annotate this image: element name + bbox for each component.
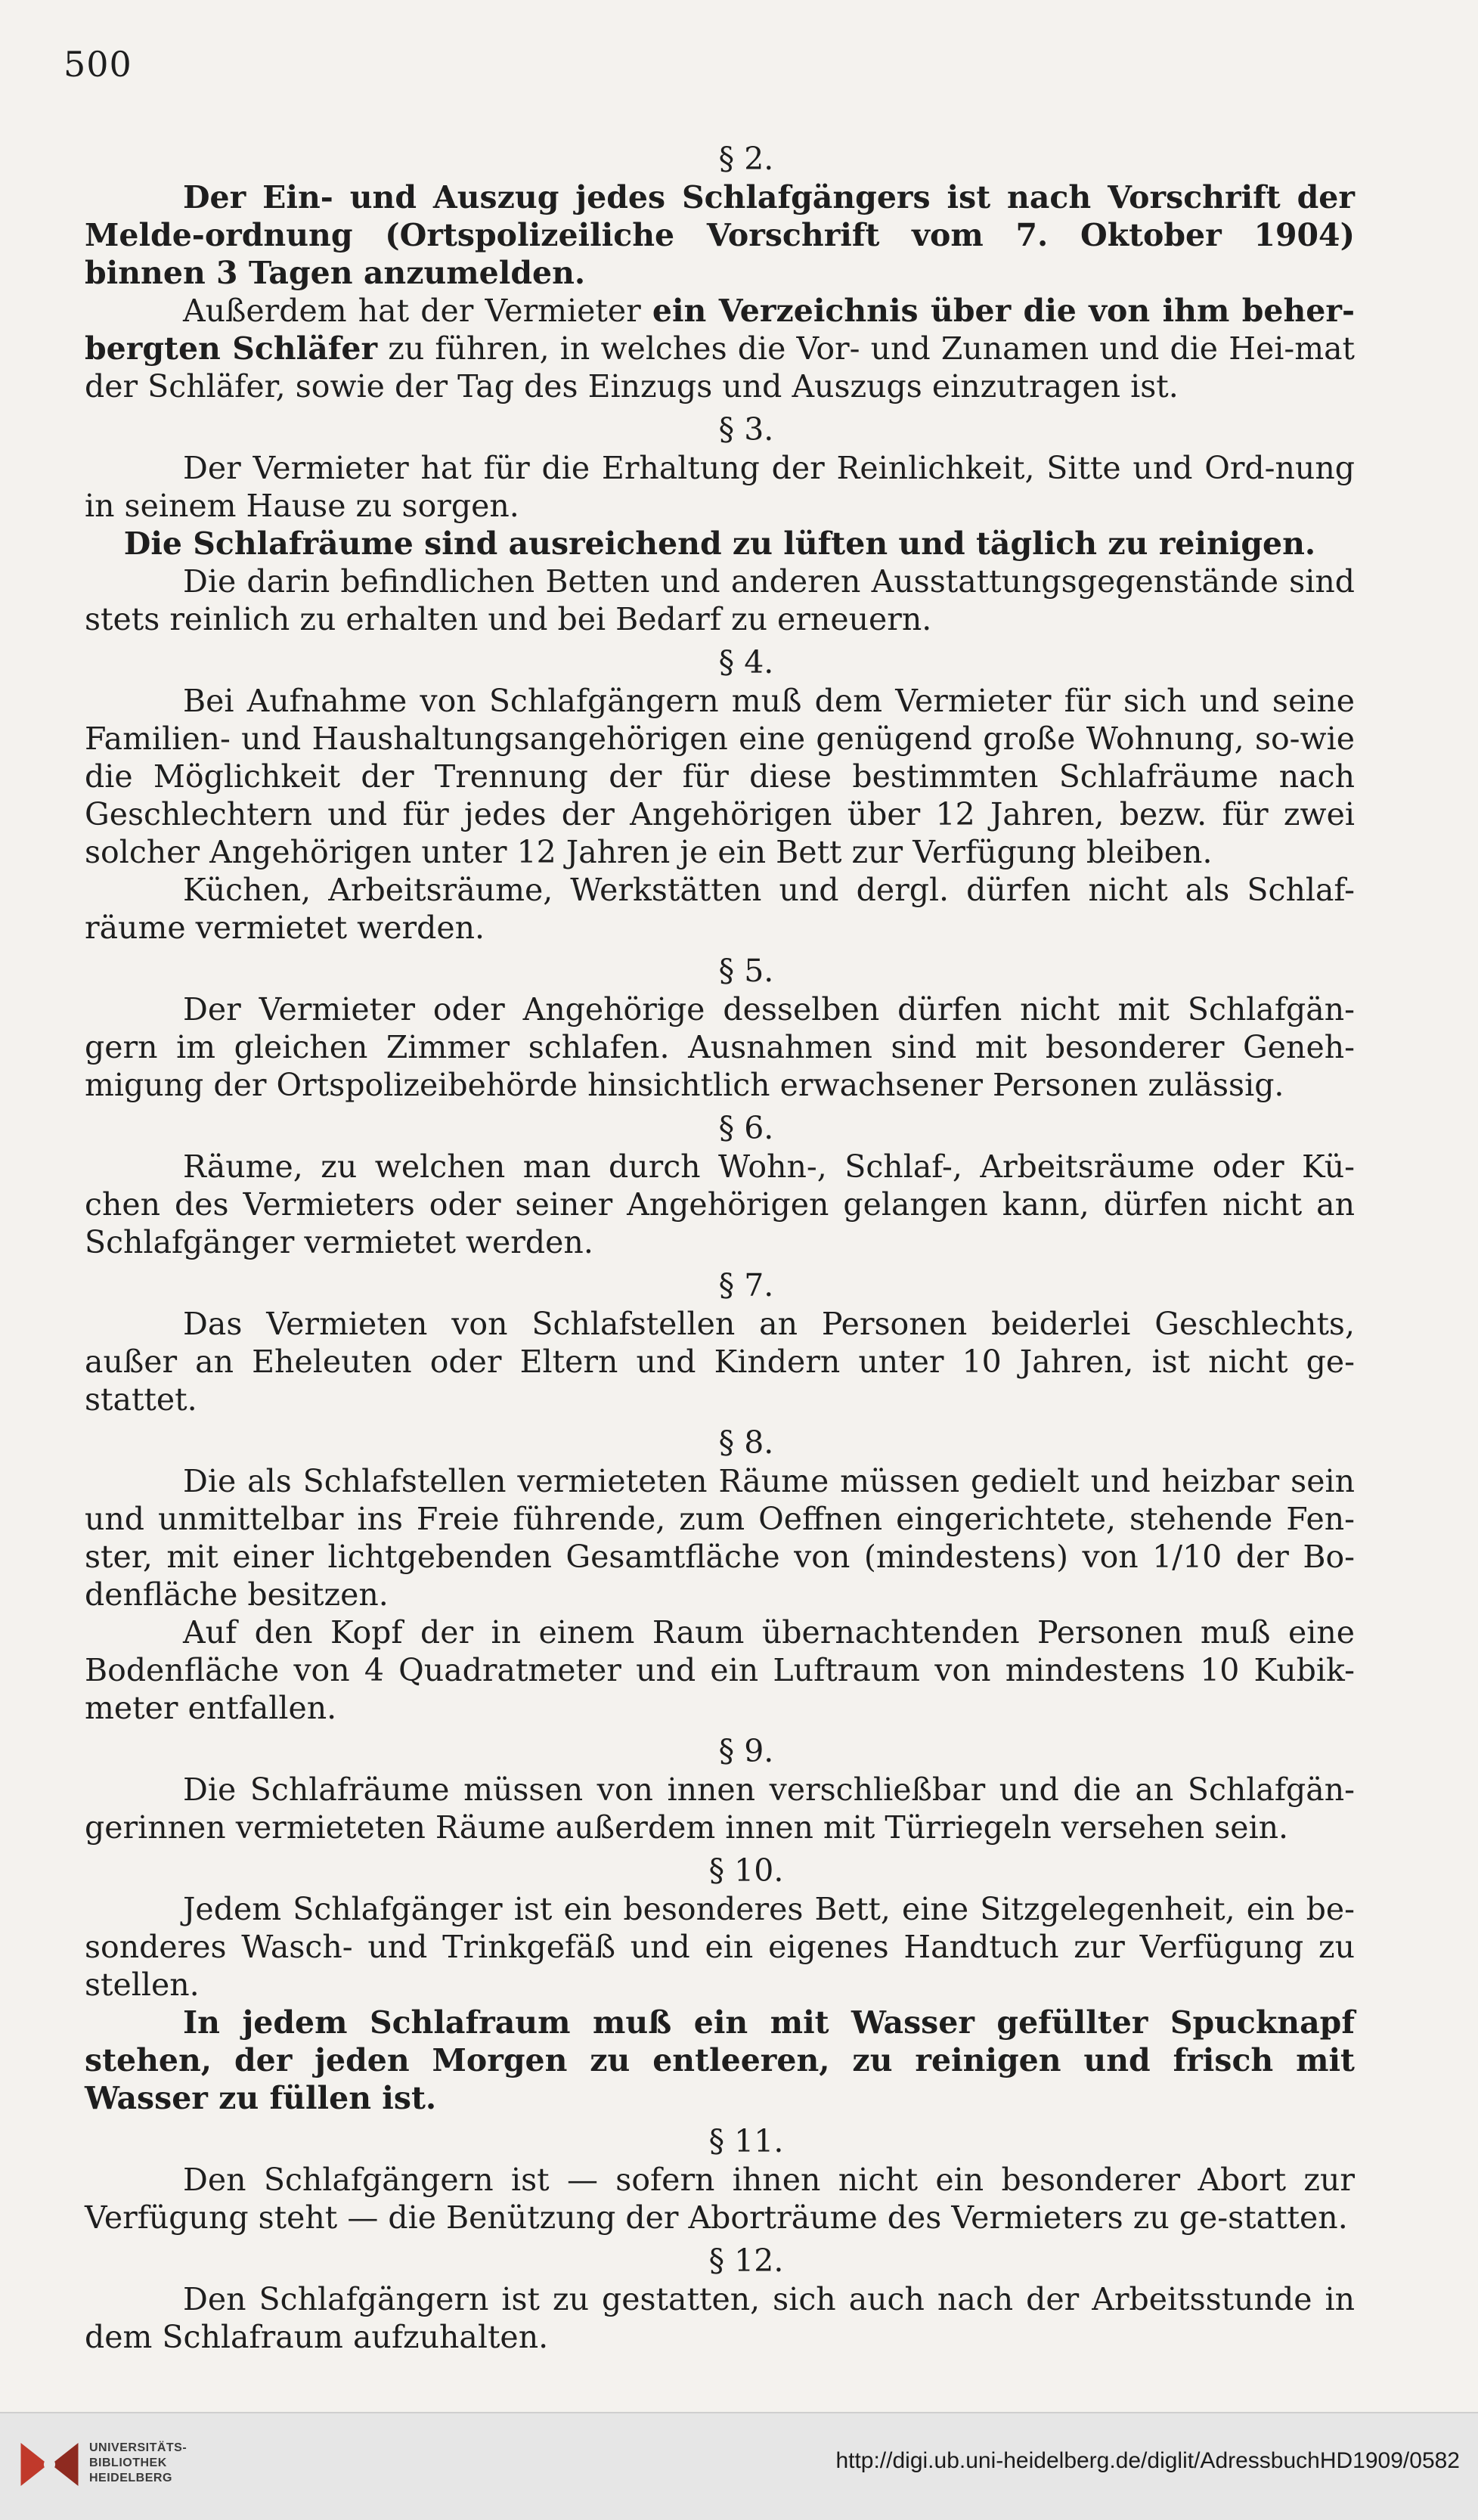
bold-text: In jedem Schlafraum muß ein mit Wasser gefüllter Spucknapf stehen, der jeden Morgen zu entleeren, zu reinigen und frisch mit Wasser zu füllen ist. bbox=[85, 2004, 1355, 2116]
paragraph bbox=[85, 1148, 1355, 1261]
paragraph bbox=[85, 2161, 1355, 2236]
university-seal-icon bbox=[14, 2429, 85, 2500]
section-heading: § 6. bbox=[718, 1110, 774, 1146]
text-run: Den Schlafgängern ist — sofern ihnen nicht ein besonderer Abort zur Verfügung steht — die Benützung der Aborträume des Vermieters zu ge-statten. bbox=[85, 2162, 1355, 2236]
paragraph bbox=[85, 1613, 1355, 1727]
bold-text: ein Verzeichnis über die von ihm beher-bergten Schläfer bbox=[85, 293, 1355, 367]
paragraph bbox=[85, 2004, 1355, 2117]
paragraph bbox=[85, 1771, 1355, 1846]
text-run: Der Vermieter oder Angehörige desselben dürfen nicht mit Schlafgän-gern im gleichen Zimmer schlafen. Ausnahmen sind mit besonderer Geneh-migung der Ortspolizeibehörde hinsichtlich erwachsener Personen zulässig. bbox=[85, 991, 1355, 1103]
library-name-line: UNIVERSITÄTS- bbox=[89, 2441, 187, 2454]
text-run: Bei Aufnahme von Schlafgängern muß dem Vermieter für sich und seine Familien- und Haushaltungsangehörigen eine genügend große Wohnung, so-wie die Möglichkeit der Trennung der für diese bestimmten Schlafräume nach Geschlechtern und für jedes der Angehörigen über 12 Jahren, bezw. für zwei solcher Angehörigen unter 12 Jahren je ein Bett zur Verfügung bleiben. bbox=[85, 683, 1355, 870]
text-run: Jedem Schlafgänger ist ein besonderes Bett, eine Sitzgelegenheit, ein be-sonderes Wasch- und Trinkgefäß und ein eigenes Handtuch zur Verfügung zu stellen. bbox=[85, 1891, 1355, 2003]
text-run: Die als Schlafstellen vermieteten Räume müssen gedielt und heizbar sein und unmittelbar ins Freie führende, zum Oeffnen eingerichtete, stehende Fen-ster, mit einer lichtgebenden Gesamtfläche von (mindestens) von 1/10 der Bo-denfläche besitzen. bbox=[85, 1463, 1355, 1613]
page-number: 500 bbox=[64, 44, 132, 85]
section-heading: § 5. bbox=[718, 953, 774, 989]
library-name bbox=[89, 2441, 187, 2486]
paragraph bbox=[85, 178, 1355, 292]
bold-text: Die Schlafräume sind ausreichend zu lüften und täglich zu reinigen. bbox=[123, 525, 1316, 562]
paragraph bbox=[85, 871, 1355, 947]
section-heading: § 11. bbox=[708, 2123, 784, 2159]
paragraph bbox=[85, 563, 1355, 638]
source-url-link[interactable]: http://digi.ub.uni-heidelberg.de/diglit/AdressbuchHD1909/0582 bbox=[835, 2448, 1460, 2473]
text-run: Der Vermieter hat für die Erhaltung der Reinlichkeit, Sitte und Ord-nung in seinem Hause zu sorgen. bbox=[85, 450, 1355, 524]
paragraph bbox=[85, 682, 1355, 871]
text-run: Räume, zu welchen man durch Wohn-, Schlaf-, Arbeitsräume oder Kü-chen des Vermieters oder seiner Angehörigen gelangen kann, dürfen nicht an Schlafgänger vermietet werden. bbox=[85, 1148, 1355, 1260]
text-run: Küchen, Arbeitsräume, Werkstätten und dergl. dürfen nicht als Schlaf-räume vermietet werden. bbox=[85, 872, 1355, 946]
section-heading: § 3. bbox=[718, 411, 774, 448]
section-heading: § 12. bbox=[708, 2243, 784, 2279]
text-run: Außerdem hat der Vermieter bbox=[183, 293, 652, 329]
section-heading: § 8. bbox=[718, 1424, 774, 1461]
footer-bar bbox=[0, 2412, 1478, 2520]
text-run: Die Schlafräume müssen von innen verschließbar und die an Schlafgän-gerinnen vermieteten Räume außerdem innen mit Türriegeln versehen sein. bbox=[85, 1771, 1355, 1846]
paragraph bbox=[85, 990, 1355, 1104]
paragraph bbox=[85, 1462, 1355, 1613]
text-run: zu führen, in welches die Vor- und Zunamen und die Hei-mat der Schläfer, sowie der Tag des Einzugs und Auszugs einzutragen ist. bbox=[85, 330, 1355, 405]
text-run: Auf den Kopf der in einem Raum übernachtenden Personen muß eine Bodenfläche von 4 Quadratmeter und ein Luftraum von mindestens 10 Kubik-meter entfallen. bbox=[85, 1614, 1355, 1726]
text-run: Die darin befindlichen Betten und anderen Ausstattungsgegenstände sind stets reinlich zu erhalten und bei Bedarf zu erneuern. bbox=[85, 563, 1355, 637]
library-name-line: HEIDELBERG bbox=[89, 2472, 172, 2484]
library-name-line: BIBLIOTHEK bbox=[89, 2456, 167, 2469]
section-heading: § 4. bbox=[718, 644, 774, 680]
paragraph bbox=[85, 1305, 1355, 1418]
bold-text: Der Ein- und Auszug jedes Schlafgängers ist nach Vorschrift der Melde-ordnung (Ortspolizeiliche Vorschrift vom 7. Oktober 1904) binnen 3 Tagen anzumelden. bbox=[85, 179, 1355, 291]
paragraph bbox=[85, 525, 1355, 563]
text-run: Das Vermieten von Schlafstellen an Personen beiderlei Geschlechts, außer an Eheleuten oder Eltern und Kindern unter 10 Jahren, ist nicht ge-stattet. bbox=[85, 1306, 1355, 1418]
paragraph bbox=[85, 292, 1355, 405]
section-heading: § 9. bbox=[718, 1733, 774, 1769]
text-run: Den Schlafgängern ist zu gestatten, sich auch nach der Arbeitsstunde in dem Schlafraum aufzuhalten. bbox=[85, 2281, 1355, 2355]
section-heading: § 7. bbox=[718, 1267, 774, 1303]
section-heading: § 10. bbox=[708, 1852, 784, 1889]
paragraph bbox=[85, 2280, 1355, 2356]
section-heading: § 2. bbox=[718, 141, 774, 177]
paragraph bbox=[85, 449, 1355, 525]
document-body bbox=[85, 135, 1355, 2356]
paragraph bbox=[85, 1890, 1355, 2004]
